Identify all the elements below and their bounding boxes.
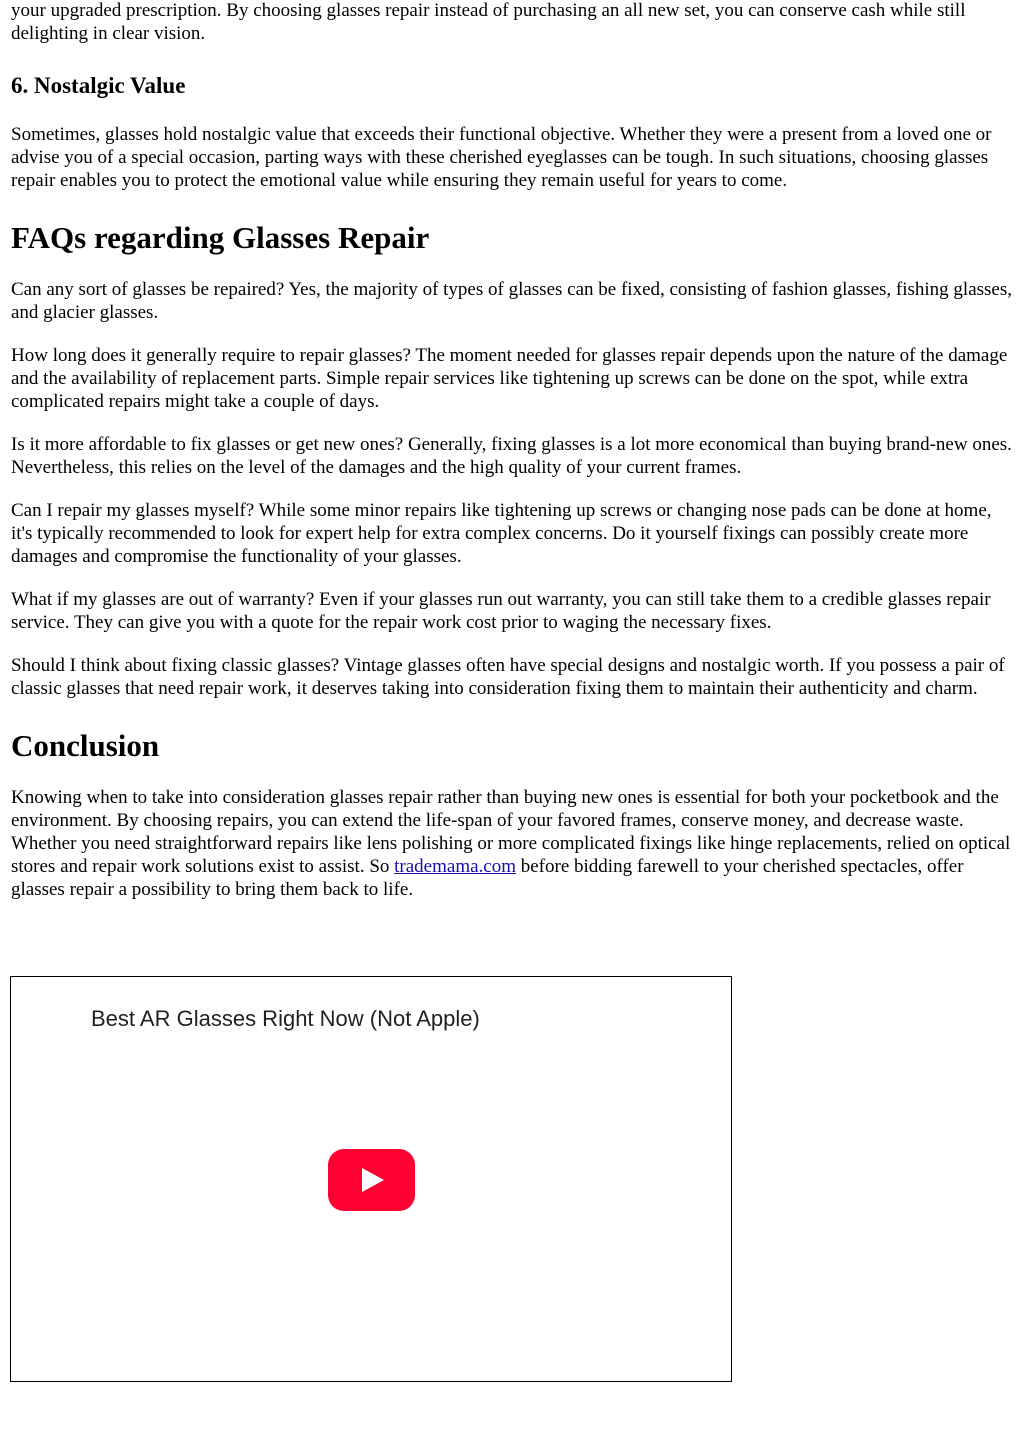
faq-paragraph: What if my glasses are out of warranty? Even if your glasses run out warranty, you can still take them to a credible glasses repair service. They can give you with a quote for the repair work cost prior to waging the necessary fixes. <box>11 589 991 633</box>
video-title[interactable]: Best AR Glasses Right Now (Not Apple) <box>91 1006 480 1031</box>
conclusion-text-start: Knowing when to take into consideration glasses repair rather than buying new ones is essential for both your pocketbook and the environment. By choosing repairs, you can extend the life-span of your favored frames, conserve money, and decrease waste. Whether you need straightforward repairs like lens polishing or more complicated fixings like hinge replacements, relied on optical stores and repair work solutions exist to assist. So <box>11 787 1011 877</box>
embedded-video-player[interactable] <box>10 976 732 1382</box>
conclusion-heading: Conclusion <box>11 728 160 763</box>
faq-paragraph: Can I repair my glasses myself? While some minor repairs like tightening up screws or changing nose pads can be done at home, it's typically recommended to look for expert help for extra complex concerns. Do it yourself fixings can possibly create more damages and compromise the functionality of your glasses. <box>11 500 992 567</box>
article-content <box>11 0 1017 921</box>
faq-paragraph: Is it more affordable to fix glasses or get new ones? Generally, fixing glasses is a lot more economical than buying brand-new ones. Nevertheless, this relies on the level of the damages and the high quality of your current frames. <box>11 434 1012 478</box>
faq-paragraph: Should I think about fixing classic glasses? Vintage glasses often have special designs and nostalgic worth. If you possess a pair of classic glasses that need repair work, it deserves taking into consideration fixing them to maintain their authenticity and charm. <box>11 655 1005 699</box>
nostalgic-value-heading: 6. Nostalgic Value <box>11 73 186 98</box>
conclusion-text-end: before bidding farewell to your cherished spectacles, offer glasses repair a possibility to bring them back to life. <box>11 856 964 900</box>
conclusion-paragraph <box>11 786 1017 901</box>
intro-paragraph: your upgraded prescription. By choosing glasses repair instead of purchasing an all new set, you can conserve cash while still delighting in clear vision. <box>11 0 966 44</box>
nostalgic-value-paragraph: Sometimes, glasses hold nostalgic value that exceeds their functional objective. Whether they were a present from a loved one or advise you of a special occasion, parting ways with these cherished eyeglasses can be tough. In such situations, choosing glasses repair enables you to protect the emotional value while ensuring they remain useful for years to come. <box>11 124 992 191</box>
faq-paragraph: How long does it generally require to repair glasses? The moment needed for glasses repair depends upon the nature of the damage and the availability of replacement parts. Simple repair services like tightening up screws can be done on the spot, while extra complicated repairs might take a couple of days. <box>11 345 1008 412</box>
faqs-heading: FAQs regarding Glasses Repair <box>11 220 430 255</box>
play-button[interactable] <box>328 1149 415 1211</box>
play-icon <box>362 1168 384 1192</box>
faq-paragraph: Can any sort of glasses be repaired? Yes, the majority of types of glasses can be fixed, consisting of fashion glasses, fishing glasses, and glacier glasses. <box>11 279 1012 323</box>
trademama-link[interactable]: trademama.com <box>394 856 516 877</box>
